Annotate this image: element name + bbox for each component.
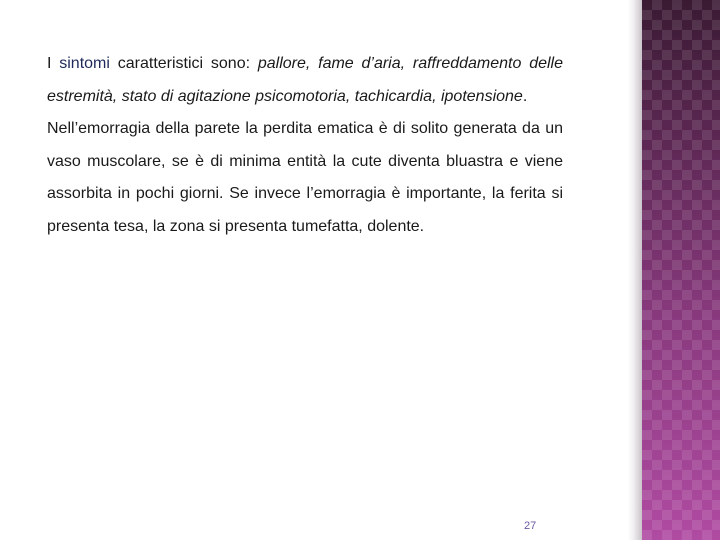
para1-end: . bbox=[522, 87, 528, 105]
para1-lead: I bbox=[47, 55, 60, 72]
symptoms-paragraph bbox=[47, 48, 563, 113]
wall-hemorrhage-paragraph: Nell’emorragia della parete la perdita ematica è di solito generata da un vaso muscolare, se è di minima entità la cute diventa bluastra e viene assorbita in pochi giorni. Se invece l’emorragia è importante, la ferita si presenta tesa, la zona si presenta tumefatta, dolente. bbox=[47, 120, 563, 235]
decorative-side-panel bbox=[642, 0, 720, 540]
symptoms-list: pallore, fame d’aria, raffreddamento delle estremità, stato di agitazione psicomotoria, tachicardia, ipotensione bbox=[47, 55, 563, 105]
keyword-sintomi: sintomi bbox=[59, 55, 110, 72]
page-number: 27 bbox=[524, 520, 537, 532]
body-text bbox=[47, 48, 563, 243]
panel-separator bbox=[628, 0, 642, 540]
para1-middle: caratteristici sono: bbox=[109, 55, 258, 72]
